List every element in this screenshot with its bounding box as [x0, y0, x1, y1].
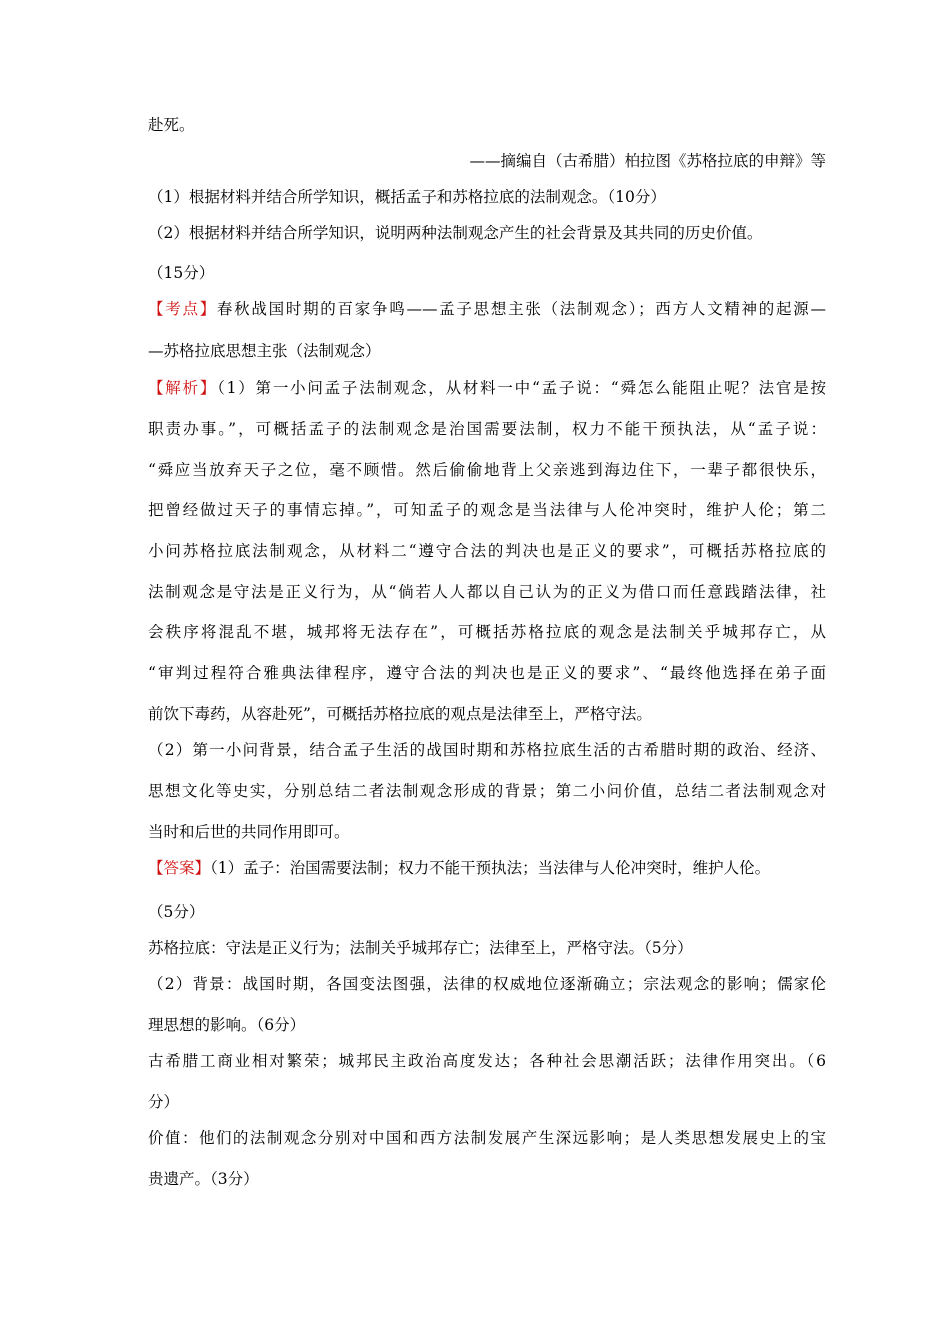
question-2: （2）根据材料并结合所学知识，说明两种法制观念产生的社会背景及其共同的历史价值。 — [148, 224, 763, 242]
kaodian-line — [148, 298, 826, 320]
daan-line: 理思想的影响。（6分） — [148, 1016, 306, 1034]
kaodian-tag: 【考点】 — [148, 300, 217, 318]
jiexi-line: 法制观念是守法是正义行为，从“倘若人人都以自己认为的正义为借口而任意践踏法律，社 — [148, 583, 826, 601]
question-2-points: （15分） — [148, 264, 215, 282]
jiexi-line: “舜应当放弃天子之位，毫不顾惜。然后偷偷地背上父亲逃到海边住下，一辈子都很快乐， — [148, 461, 826, 479]
jiexi-tag: 【解析】 — [148, 379, 218, 397]
daan-line — [148, 857, 826, 879]
jiexi-line: 当时和后世的共同作用即可。 — [148, 823, 350, 841]
daan-line: 价值：他们的法制观念分别对中国和西方法制发展产生深远影响；是人类思想发展史上的宝 — [148, 1129, 826, 1147]
daan-line: 苏格拉底：守法是正义行为；法制关乎城邦存亡；法律至上，严格守法。（5分） — [148, 939, 693, 957]
daan-line: 古希腊工商业相对繁荣；城邦民主政治高度发达；各种社会思潮活跃；法律作用突出。（6 — [148, 1052, 826, 1070]
source-citation: ——摘编自（古希腊）柏拉图《苏格拉底的申辩》等 — [469, 152, 826, 170]
daan-line: （2）背景：战国时期，各国变法图强，法律的权威地位逐渐确立；宗法观念的影响；儒家伦 — [148, 975, 826, 993]
jiexi-line: 小问苏格拉底法制观念，从材料二“遵守合法的判决也是正义的要求”，可概括苏格拉底的 — [148, 542, 826, 560]
jiexi-line: 前饮下毒药，从容赴死”，可概括苏格拉底的观点是法律至上，严格守法。 — [148, 705, 652, 723]
daan-line: 贵遗产。（3分） — [148, 1170, 259, 1188]
jiexi-line: 思想文化等史实，分别总结二者法制观念形成的背景；第二小问价值，总结二者法制观念对 — [148, 782, 826, 800]
daan-line: 分） — [148, 1093, 180, 1111]
jiexi-line: 把曾经做过天子的事情忘掉。”，可知孟子的观念是当法律与人伦冲突时，维护人伦；第二 — [148, 501, 826, 519]
text-line: 赴死。 — [148, 116, 195, 134]
jiexi-line: （2）第一小问背景，结合孟子生活的战国时期和苏格拉底生活的古希腊时期的政治、经济、 — [148, 741, 826, 759]
kaodian-line-2: —苏格拉底思想主张（法制观念） — [148, 342, 381, 360]
daan-text: （1）孟子：治国需要法制；权力不能干预执法；当法律与人伦冲突时，维护人伦。 — [210, 859, 771, 877]
kaodian-text: 春秋战国时期的百家争鸣——孟子思想主张（法制观念）；西方人文精神的起源— — [216, 300, 826, 318]
question-1: （1）根据材料并结合所学知识，概括孟子和苏格拉底的法制观念。（10分） — [148, 188, 666, 206]
jiexi-text: （1）第一小问孟子法制观念，从材料一中“孟子说：“舜怎么能阻止呢？法官是按 — [217, 379, 826, 397]
jiexi-line — [148, 377, 826, 399]
daan-tag: 【答案】 — [148, 859, 211, 877]
jiexi-line: “审判过程符合雅典法律程序，遵守合法的判决也是正义的要求”、“最终他选择在弟子面 — [148, 664, 826, 682]
jiexi-line: 职责办事。”，可概括孟子的法制观念是治国需要法制，权力不能干预执法，从“孟子说： — [148, 420, 826, 438]
daan-line: （5分） — [148, 903, 205, 921]
jiexi-line: 会秩序将混乱不堪，城邦将无法存在”，可概括苏格拉底的观念是法制关乎城邦存亡，从 — [148, 623, 826, 641]
